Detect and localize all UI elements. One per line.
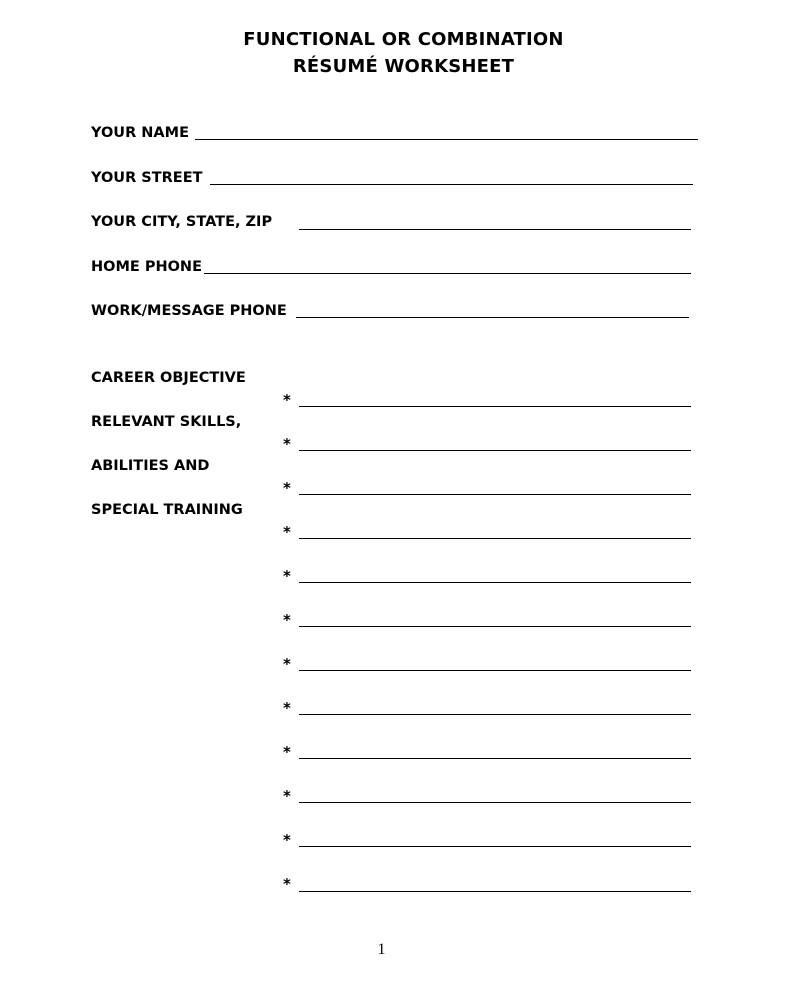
skill-entry-field[interactable] [299, 714, 691, 715]
relevant-skills-label: RELEVANT SKILLS, [91, 414, 242, 430]
work-message-phone-label: WORK/MESSAGE PHONE [91, 303, 287, 319]
skill-entry-row [283, 567, 695, 587]
skill-entry-row [283, 523, 695, 543]
skill-entry-field[interactable] [299, 758, 691, 759]
your-name-label: YOUR NAME [91, 125, 189, 141]
skill-entry-field[interactable] [299, 538, 691, 539]
asterisk-bullet-icon: * [283, 831, 291, 849]
asterisk-bullet-icon: * [283, 611, 291, 629]
skill-entry-field[interactable] [299, 802, 691, 803]
asterisk-bullet-icon: * [283, 523, 291, 541]
work-message-phone-field[interactable] [296, 317, 689, 318]
skill-entry-field[interactable] [299, 891, 691, 892]
skill-entry-row [283, 479, 695, 499]
skill-entry-row [283, 655, 695, 675]
skill-entry-field[interactable] [299, 670, 691, 671]
skill-entry-row [283, 435, 695, 455]
skill-entry-row [283, 743, 695, 763]
skill-entry-field[interactable] [299, 494, 691, 495]
asterisk-bullet-icon: * [283, 699, 291, 717]
city-state-zip-label: YOUR CITY, STATE, ZIP [91, 214, 273, 230]
special-training-label: SPECIAL TRAINING [91, 502, 243, 518]
skill-entry-row [283, 391, 695, 411]
asterisk-bullet-icon: * [283, 787, 291, 805]
home-phone-label: HOME PHONE [91, 259, 202, 275]
asterisk-bullet-icon: * [283, 479, 291, 497]
skill-entry-field[interactable] [299, 846, 691, 847]
career-objective-label: CAREER OBJECTIVE [91, 370, 246, 386]
skill-entry-row [283, 875, 695, 895]
asterisk-bullet-icon: * [283, 743, 291, 761]
skill-entry-field[interactable] [299, 582, 691, 583]
your-name-field[interactable] [195, 139, 698, 140]
asterisk-bullet-icon: * [283, 875, 291, 893]
skill-entry-row [283, 787, 695, 807]
your-street-label: YOUR STREET [91, 170, 203, 186]
asterisk-bullet-icon: * [283, 391, 291, 409]
asterisk-bullet-icon: * [283, 435, 291, 453]
asterisk-bullet-icon: * [283, 655, 291, 673]
skill-entry-field[interactable] [299, 450, 691, 451]
page-number: 1 [377, 941, 386, 958]
worksheet-title-line-1: FUNCTIONAL OR COMBINATION [243, 29, 564, 50]
abilities-label: ABILITIES AND [91, 458, 210, 474]
skill-entry-row [283, 831, 695, 851]
asterisk-bullet-icon: * [283, 567, 291, 585]
skill-entry-row [283, 699, 695, 719]
skill-entry-row [283, 611, 695, 631]
worksheet-title-line-2: RÉSUMÉ WORKSHEET [292, 56, 515, 77]
city-state-zip-field[interactable] [299, 229, 691, 230]
your-street-field[interactable] [210, 184, 693, 185]
skill-entry-field[interactable] [299, 626, 691, 627]
home-phone-field[interactable] [204, 273, 691, 274]
skill-entry-field[interactable] [299, 406, 691, 407]
